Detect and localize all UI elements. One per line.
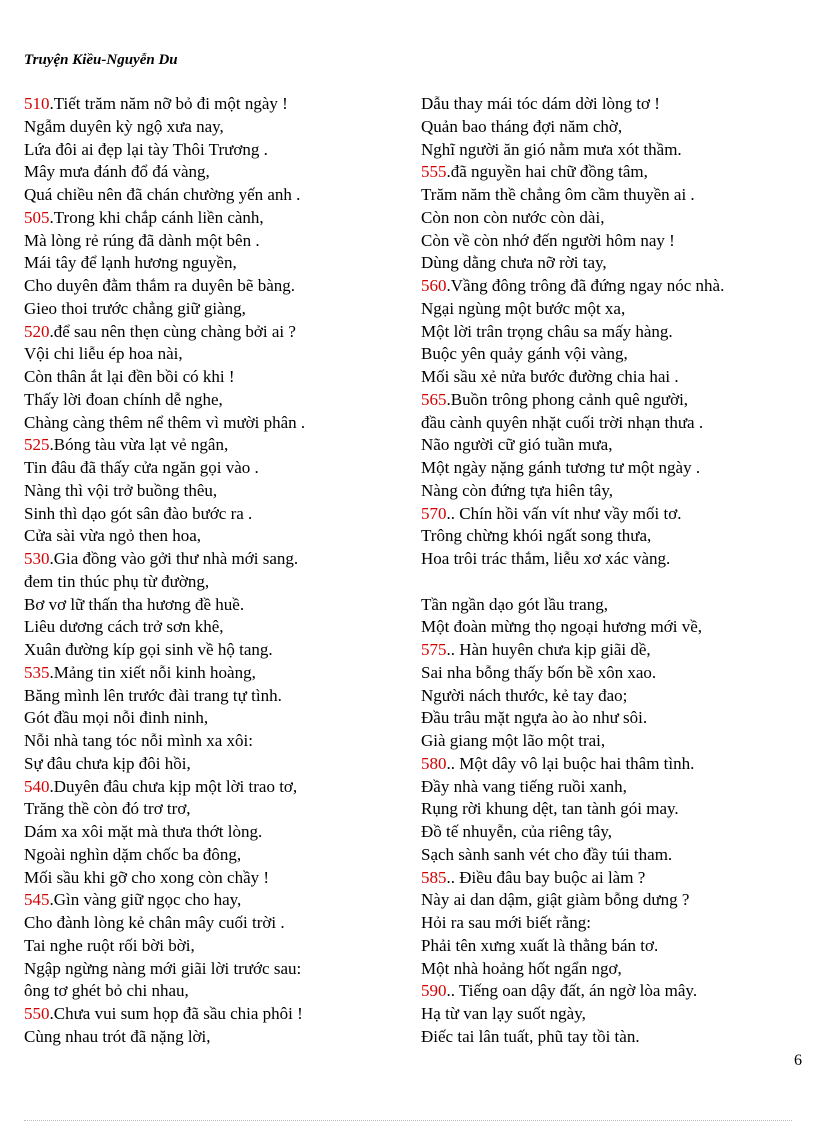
verse-number: 555 [421,162,447,182]
verse-text: Đầy nhà vang tiếng ruồi xanh, [421,776,627,796]
verse-line [24,275,305,298]
verse-number: 570 [421,503,447,523]
verse-line [421,616,724,639]
verse-line [24,161,305,184]
verse-text: Mây mưa đánh đổ đá vàng, [24,162,210,182]
verse-text: Này ai dan dậm, giật giàm bỗng dưng ? [421,890,690,910]
verse-line [421,412,724,435]
verse-text: Cùng nhau trót đã nặng lời, [24,1026,211,1046]
verse-line [24,230,305,253]
verse-number: 575 [421,640,447,659]
verse-text: .Duyên đâu chưa kịp một lời trao tơ, [49,776,298,796]
verse-text: .Gia đồng vào gởi thư nhà mới sang. [49,549,299,568]
verse-text: Sự đâu chưa kịp đôi hồi, [24,753,191,773]
verse-text: Chàng càng thêm nể thêm vì mười phân . [24,412,306,432]
verse-line [421,434,724,457]
verse-text: Đồ tế nhuyễn, của riêng tây, [421,822,613,841]
verse-line [24,1003,305,1026]
verse-line [421,366,724,389]
verse-text: .Bóng tàu vừa lạt vẻ ngân, [49,435,229,455]
verse-text: Ngoài nghìn dặm chốc ba đông, [24,844,242,864]
verse-text: Trăng thề còn đó trơ trơ, [24,799,191,819]
verse-text: Già giang một lão một trai, [421,731,606,750]
verse-text: .Mảng tin xiết nỗi kinh hoàng, [49,662,256,682]
verse-line [24,1026,305,1049]
verse-line [24,93,305,116]
verse-line [24,685,305,708]
verse-line [24,889,305,912]
left-column [24,93,305,1049]
verse-text: Thấy lời đoan chính dễ nghe, [24,389,223,409]
verse-text: Hoa trôi trác thắm, liễu xơ xác vàng. [421,549,671,568]
verse-text: Trông chừng khói ngất song thưa, [421,526,652,546]
verse-line [421,980,724,1003]
verse-text: Sinh thì dạo gót sân đào bước ra . [24,503,253,523]
verse-line [421,230,724,253]
verse-number: 550 [24,1004,50,1023]
verse-text: .Gìn vàng giữ ngọc cho hay, [49,890,242,910]
verse-line [421,594,724,617]
verse-line [24,503,305,526]
verse-line [421,1026,724,1049]
verse-text: Liêu dương cách trở sơn khê, [24,617,224,637]
verse-text: Cửa sài vừa ngỏ then hoa, [24,526,202,546]
verse-number: 525 [24,435,50,455]
verse-line [421,958,724,981]
verse-line [24,662,305,685]
verse-line [421,662,724,685]
verse-number: 545 [24,890,50,910]
verse-text: Điếc tai lân tuất, phũ tay tồi tàn. [421,1026,640,1046]
verse-text: Băng mình lên trước đài trang tự tình. [24,685,282,705]
verse-text: Gieo thoi trước chẳng giữ giàng, [24,298,246,318]
verse-text: .Chưa vui sum họp đã sầu chia phôi ! [49,1004,303,1023]
verse-line [24,571,305,594]
verse-line [24,548,305,571]
verse-text: Buộc yên quảy gánh vội vàng, [421,344,628,364]
verse-line [24,980,305,1003]
verse-line [421,776,724,799]
verse-line [421,844,724,867]
verse-text: Lứa đôi ai đẹp lại tày Thôi Trương . [24,139,268,159]
verse-text: .. Một dây vô lại buộc hai thâm tình. [446,753,695,773]
right-column [421,93,724,1049]
verse-text: Mối sầu khi gỡ cho xong còn chầy ! [24,867,270,887]
verse-text: .. Hàn huyên chưa kịp giãi dề, [446,640,651,659]
verse-text: .Buồn trông phong cảnh quê người, [446,389,689,409]
verse-line [421,730,724,753]
verse-text: Người nách thước, kẻ tay đao; [421,685,628,705]
verse-line [24,389,305,412]
verse-number: 535 [24,662,50,682]
verse-text: .. Tiếng oan dậy đất, án ngờ lòa mây. [446,981,698,1001]
verse-text: .. Chín hồi vấn vít như vầy mối tơ. [446,503,682,523]
verse-text: Nàng còn đứng tựa hiên tây, [421,480,613,500]
verse-text: ông tơ ghét bỏ chi nhau, [24,981,189,1001]
verse-line [24,207,305,230]
verse-number: 585 [421,867,447,887]
verse-line [421,1003,724,1026]
verse-text: Gót đầu mọi nỗi đinh ninh, [24,708,209,728]
verse-line [421,207,724,230]
verse-text: Đầu trâu mặt ngựa ào ào như sôi. [421,708,648,728]
verse-text: Ngại ngùng một bước một xa, [421,298,626,318]
verse-text: Ngẫm duyên kỳ ngộ xưa nay, [24,116,224,136]
stanza-break [421,571,724,594]
verse-number: 530 [24,549,50,568]
page-number: 6 [794,1052,802,1069]
verse-line [24,525,305,548]
verse-line [421,707,724,730]
verse-text: đem tin thúc phụ từ đường, [24,571,210,591]
verse-line [421,252,724,275]
footer-divider [24,1120,792,1121]
verse-line [421,116,724,139]
verse-text: Quá chiều nên đã chán chường yến anh . [24,185,301,204]
verse-line [24,639,305,662]
verse-text: Dám xa xôi mặt mà thưa thớt lòng. [24,822,263,841]
verse-text: Sạch sành sanh vét cho đầy túi tham. [421,844,673,864]
verse-number: 560 [421,276,447,295]
verse-text: Nghĩ người ăn gió nằm mưa xót thầm. [421,139,682,159]
verse-text: Não người cữ gió tuần mưa, [421,435,613,455]
verse-text: Xuân đường kíp gọi sinh về hộ tang. [24,640,273,659]
verse-text: Phải tên xưng xuất là thằng bán tơ. [421,935,659,955]
verse-line [24,616,305,639]
verse-text: Quản bao tháng đợi năm chờ, [421,116,623,136]
verse-text: Một ngày nặng gánh tương tư một ngày . [421,458,701,477]
verse-line [421,821,724,844]
verse-line [24,434,305,457]
verse-text: Cho đành lòng kẻ chân mây cuối trời . [24,913,285,932]
verse-text: Trăm năm thề chẳng ôm cầm thuyền ai . [421,185,695,204]
verse-text: Tần ngần dạo gót lầu trang, [421,594,608,614]
verse-text: Mái tây để lạnh hương nguyền, [24,253,237,273]
verse-text: Vội chi liễu ép hoa nài, [24,344,183,364]
verse-line [24,116,305,139]
verse-line [24,366,305,389]
verse-line [421,889,724,912]
verse-line [24,480,305,503]
verse-line [421,93,724,116]
verse-text: Mối sầu xẻ nửa bước đường chia hai . [421,367,679,386]
verse-text: Nàng thì vội trở buồng thêu, [24,480,218,500]
verse-number: 540 [24,776,50,796]
verse-line [421,457,724,480]
verse-line [421,298,724,321]
verse-line [421,639,724,662]
verse-line [421,753,724,776]
verse-text: .Trong khi chắp cánh liền cành, [49,207,264,227]
verse-line [421,389,724,412]
verse-text: .. Điều đâu bay buộc ai làm ? [446,867,646,887]
verse-line [24,730,305,753]
verse-number: 510 [24,94,50,113]
verse-line [421,548,724,571]
verse-text: .Vầng đông trông đã đứng ngay nóc nhà. [446,276,725,295]
verse-line [24,844,305,867]
verse-line [24,912,305,935]
verse-line [421,912,724,935]
verse-line [421,798,724,821]
verse-text: .đã nguyền hai chữ đồng tâm, [446,162,648,182]
verse-line [421,184,724,207]
document-header: Truyện Kiều-Nguyễn Du [24,52,178,68]
verse-line [421,525,724,548]
verse-number: 505 [24,207,50,227]
verse-line [421,935,724,958]
verse-line [24,935,305,958]
verse-line [24,343,305,366]
verse-text: Một đoàn mừng thọ ngoại hương mới về, [421,617,702,637]
verse-number: 565 [421,389,447,409]
verse-text: Một nhà hoảng hốt ngẩn ngơ, [421,958,622,978]
verse-line [421,343,724,366]
verse-line [421,321,724,344]
verse-line [24,821,305,844]
verse-line [24,707,305,730]
verse-line [421,480,724,503]
verse-text: Nỗi nhà tang tóc nỗi mình xa xôi: [24,731,253,750]
verse-text: .Tiết trăm năm nỡ bỏ đi một ngày ! [49,94,288,113]
verse-line [421,867,724,890]
verse-number: 580 [421,753,447,773]
verse-text: Còn về còn nhớ đến người hôm nay ! [421,230,675,250]
verse-line [421,161,724,184]
verse-line [421,139,724,162]
verse-line [24,252,305,275]
verse-text: Tin đâu đã thấy cửa ngăn gọi vào . [24,458,259,477]
verse-text: Cho duyên đằm thắm ra duyên bẽ bàng. [24,276,295,295]
verse-line [421,503,724,526]
verse-text: Tai nghe ruột rối bời bời, [24,935,195,955]
verse-text: Dùng dằng chưa nỡ rời tay, [421,253,607,273]
verse-text: Còn thân ắt lại đền bồi có khi ! [24,367,235,386]
verse-line [24,321,305,344]
verse-text: Hỏi ra sau mới biết rằng: [421,913,591,932]
verse-line [24,298,305,321]
verse-text: Hạ từ van lạy suốt ngày, [421,1004,586,1023]
verse-line [24,412,305,435]
verse-number: 590 [421,981,447,1001]
verse-text: Ngập ngừng nàng mới giãi lời trước sau: [24,958,302,978]
verse-text: Rụng rời khung dệt, tan tành gói may. [421,799,679,819]
verse-line [421,685,724,708]
verse-text: Mà lòng rẻ rúng đã dành một bên . [24,230,260,250]
verse-line [24,867,305,890]
verse-line [24,457,305,480]
verse-line [421,275,724,298]
verse-line [24,594,305,617]
verse-text: Dẫu thay mái tóc dám dời lòng tơ ! [421,94,660,113]
verse-line [24,753,305,776]
verse-line [24,776,305,799]
verse-text: đầu cành quyên nhặt cuối trời nhạn thưa . [421,412,704,432]
verse-text: Sai nha bỗng thấy bốn bề xôn xao. [421,662,657,682]
verse-line [24,184,305,207]
verse-number: 520 [24,321,50,341]
verse-text: Một lời trân trọng châu sa mấy hàng. [421,321,673,341]
verse-line [24,798,305,821]
verse-line [24,139,305,162]
verse-line [24,958,305,981]
verse-text: .để sau nên thẹn cùng chàng bởi ai ? [49,321,296,341]
verse-text: Bơ vơ lữ thấn tha hương đề huề. [24,594,245,614]
verse-text: Còn non còn nước còn dài, [421,207,605,227]
